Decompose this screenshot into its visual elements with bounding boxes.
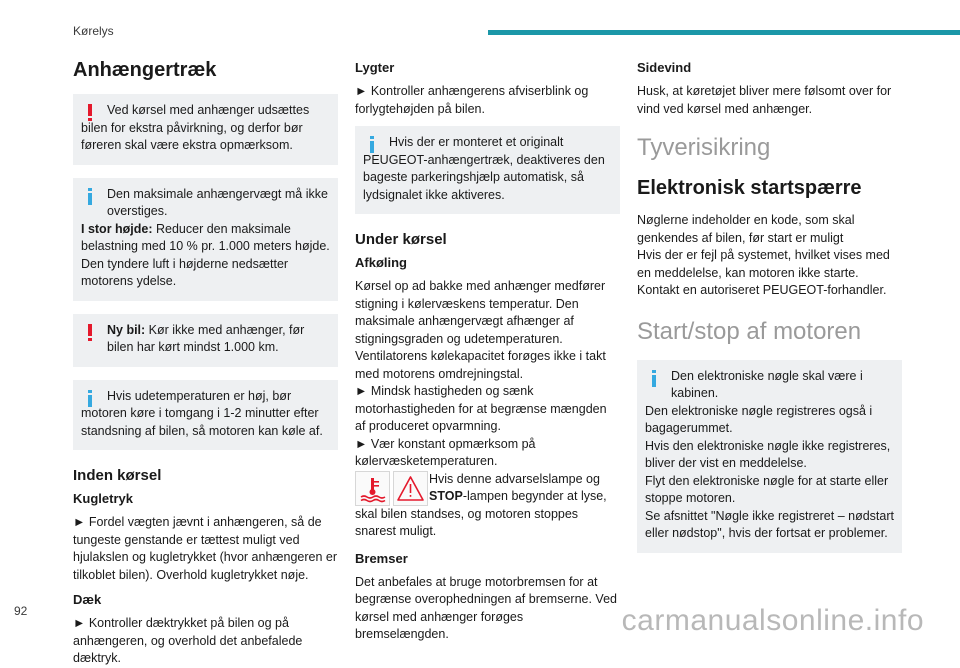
paragraph-startspaerre: Hvis der er fejl på systemet, hvilket vises med en meddelelse, kan motoren ikke starte. (637, 248, 890, 280)
info-icon (88, 188, 92, 205)
paragraph-afkoling: ► Vær konstant opmærksom på kølervæsketemperaturen. (355, 436, 536, 468)
warning-box (73, 314, 338, 367)
warning-text: Ny bil: Kør ikke med anhænger, før bilen har kørt mindst 1.000 km. (107, 322, 305, 354)
coolant-temperature-icon (355, 471, 390, 506)
info-text-altitude: I stor højde: Reducer den maksimale belastning med 10 % pr. 1.000 meters højde. Den tyndere luft i højderne nedsætter motorens ydelse. (81, 221, 330, 288)
chapter-heading-start-stop: Start/stop af motoren (637, 317, 862, 345)
info-text: Hvis der er monteret et originalt PEUGEOT-anhængertræk, deaktiveres den bageste parkeringshjælp automatisk, så lydsignalet ikke aktiveres. (363, 135, 605, 202)
info-box (73, 380, 338, 451)
heading-daek: Dæk (73, 592, 102, 607)
info-box (637, 360, 902, 553)
heading-lygter: Lygter (355, 60, 395, 75)
info-icon (370, 136, 374, 153)
column-3 (637, 52, 902, 566)
chapter-heading-tyverisikring: Tyverisikring (637, 134, 771, 161)
heading-bremser: Bremser (355, 550, 408, 566)
info-box (355, 126, 620, 214)
warning-text: Ved kørsel med anhænger udsættes bilen for ekstra påvirkning, og derfor bør føreren skal være ekstra opmærksom. (81, 103, 310, 152)
header-title: Kørelys (73, 24, 114, 38)
info-text: Den elektroniske nøgle skal være i kabinen. (671, 368, 863, 400)
subheading-under-korsel: Under kørsel (355, 231, 447, 248)
paragraph-startspaerre: Nøglerne indeholder en kode, som skal genkendes af bilen, før start er muligt (637, 213, 855, 245)
column-2 (355, 52, 620, 644)
heading-sidevind: Sidevind (637, 60, 692, 75)
paragraph-sidevind: Husk, at køretøjet bliver mere følsomt over for vind ved kørsel med anhænger. (637, 84, 892, 116)
info-text: Se afsnittet "Nøgle ikke registreret – nødstart eller nødstop", hvis der fortsat er problemer. (645, 508, 894, 540)
watermark: carmanualsonline.info (621, 604, 924, 637)
warning-icon (88, 324, 92, 341)
section-heading-anhaengertraek: Anhængertræk (73, 59, 217, 81)
heading-afkoling: Afkøling (355, 255, 407, 270)
warning-lamp-text: Hvis denne advarselslampe og STOP-lampen begynder at lyse, (429, 471, 607, 503)
info-text: Den maksimale anhængervægt må ikke overstiges. (107, 186, 328, 218)
paragraph-kugletryk: ► Fordel vægten jævnt i anhængeren, så de tungeste genstande er tættest muligt ved hjulakslen og kugletrykket (hvor anhængeren er tilkoblet bilen). Overhold kugletrykket nøje. (73, 515, 338, 582)
paragraph-startspaerre: Kontakt en autoriseret PEUGEOT-forhandler. (637, 283, 887, 297)
column-1 (73, 52, 338, 668)
paragraph-afkoling: Ventilatorens kølekapacitet forøges ikke i takt med motorens omdrejningstal. (355, 349, 606, 381)
page-number: 92 (14, 604, 28, 618)
paragraph-afkoling: Kørsel op ad bakke med anhænger medfører stigning i kølervæskens temperatur. Den maksimale anhængervægt afhænger af stigningsgraden og udetemperaturen. (355, 279, 606, 346)
info-text: Hvis udetemperaturen er høj, bør motoren køre i tomgang i 1-2 minutter efter standsning af bilen, så motoren kan køle af. (81, 388, 323, 438)
info-text: Flyt den elektroniske nøgle for at starte eller stoppe motoren. (645, 473, 889, 505)
info-box (73, 178, 338, 301)
warning-lamps-row (355, 471, 620, 507)
paragraph-daek: ► Kontroller dæktrykket på bilen og på anhængeren, og overhold det anbefalede dæktryk. (73, 616, 303, 665)
section-heading-startspaerre: Elektronisk startspærre (637, 177, 862, 199)
warning-lamp-text-cont: skal bilen standses, og motoren stoppes snarest muligt. (355, 506, 579, 538)
paragraph-afkoling: ► Mindsk hastigheden og sænk motorhastigheden for at begrænse mængden af produceret opvarmning. (355, 384, 607, 433)
warning-triangle-icon (393, 471, 428, 506)
info-text: Den elektroniske nøgle registreres også i bagagerummet. (645, 403, 873, 435)
paragraph-bremser: Det anbefales at bruge motorbremsen for at begrænse overophedningen af bremserne. Ved kørsel med anhænger forøges bremselængden. (355, 574, 617, 641)
info-icon (652, 370, 656, 387)
warning-box (73, 94, 338, 165)
info-icon (88, 390, 92, 407)
info-text: Hvis den elektroniske nøgle ikke registreres, bliver der vist en meddelelse. (645, 438, 891, 470)
heading-kugletryk: Kugletryk (73, 491, 133, 506)
warning-icon (88, 104, 92, 121)
subheading-inden-korsel: Inden kørsel (73, 467, 162, 484)
paragraph-lygter: ► Kontroller anhængerens afviserblink og forlygtehøjden på bilen. (355, 84, 589, 116)
header-accent-bar (488, 30, 960, 35)
